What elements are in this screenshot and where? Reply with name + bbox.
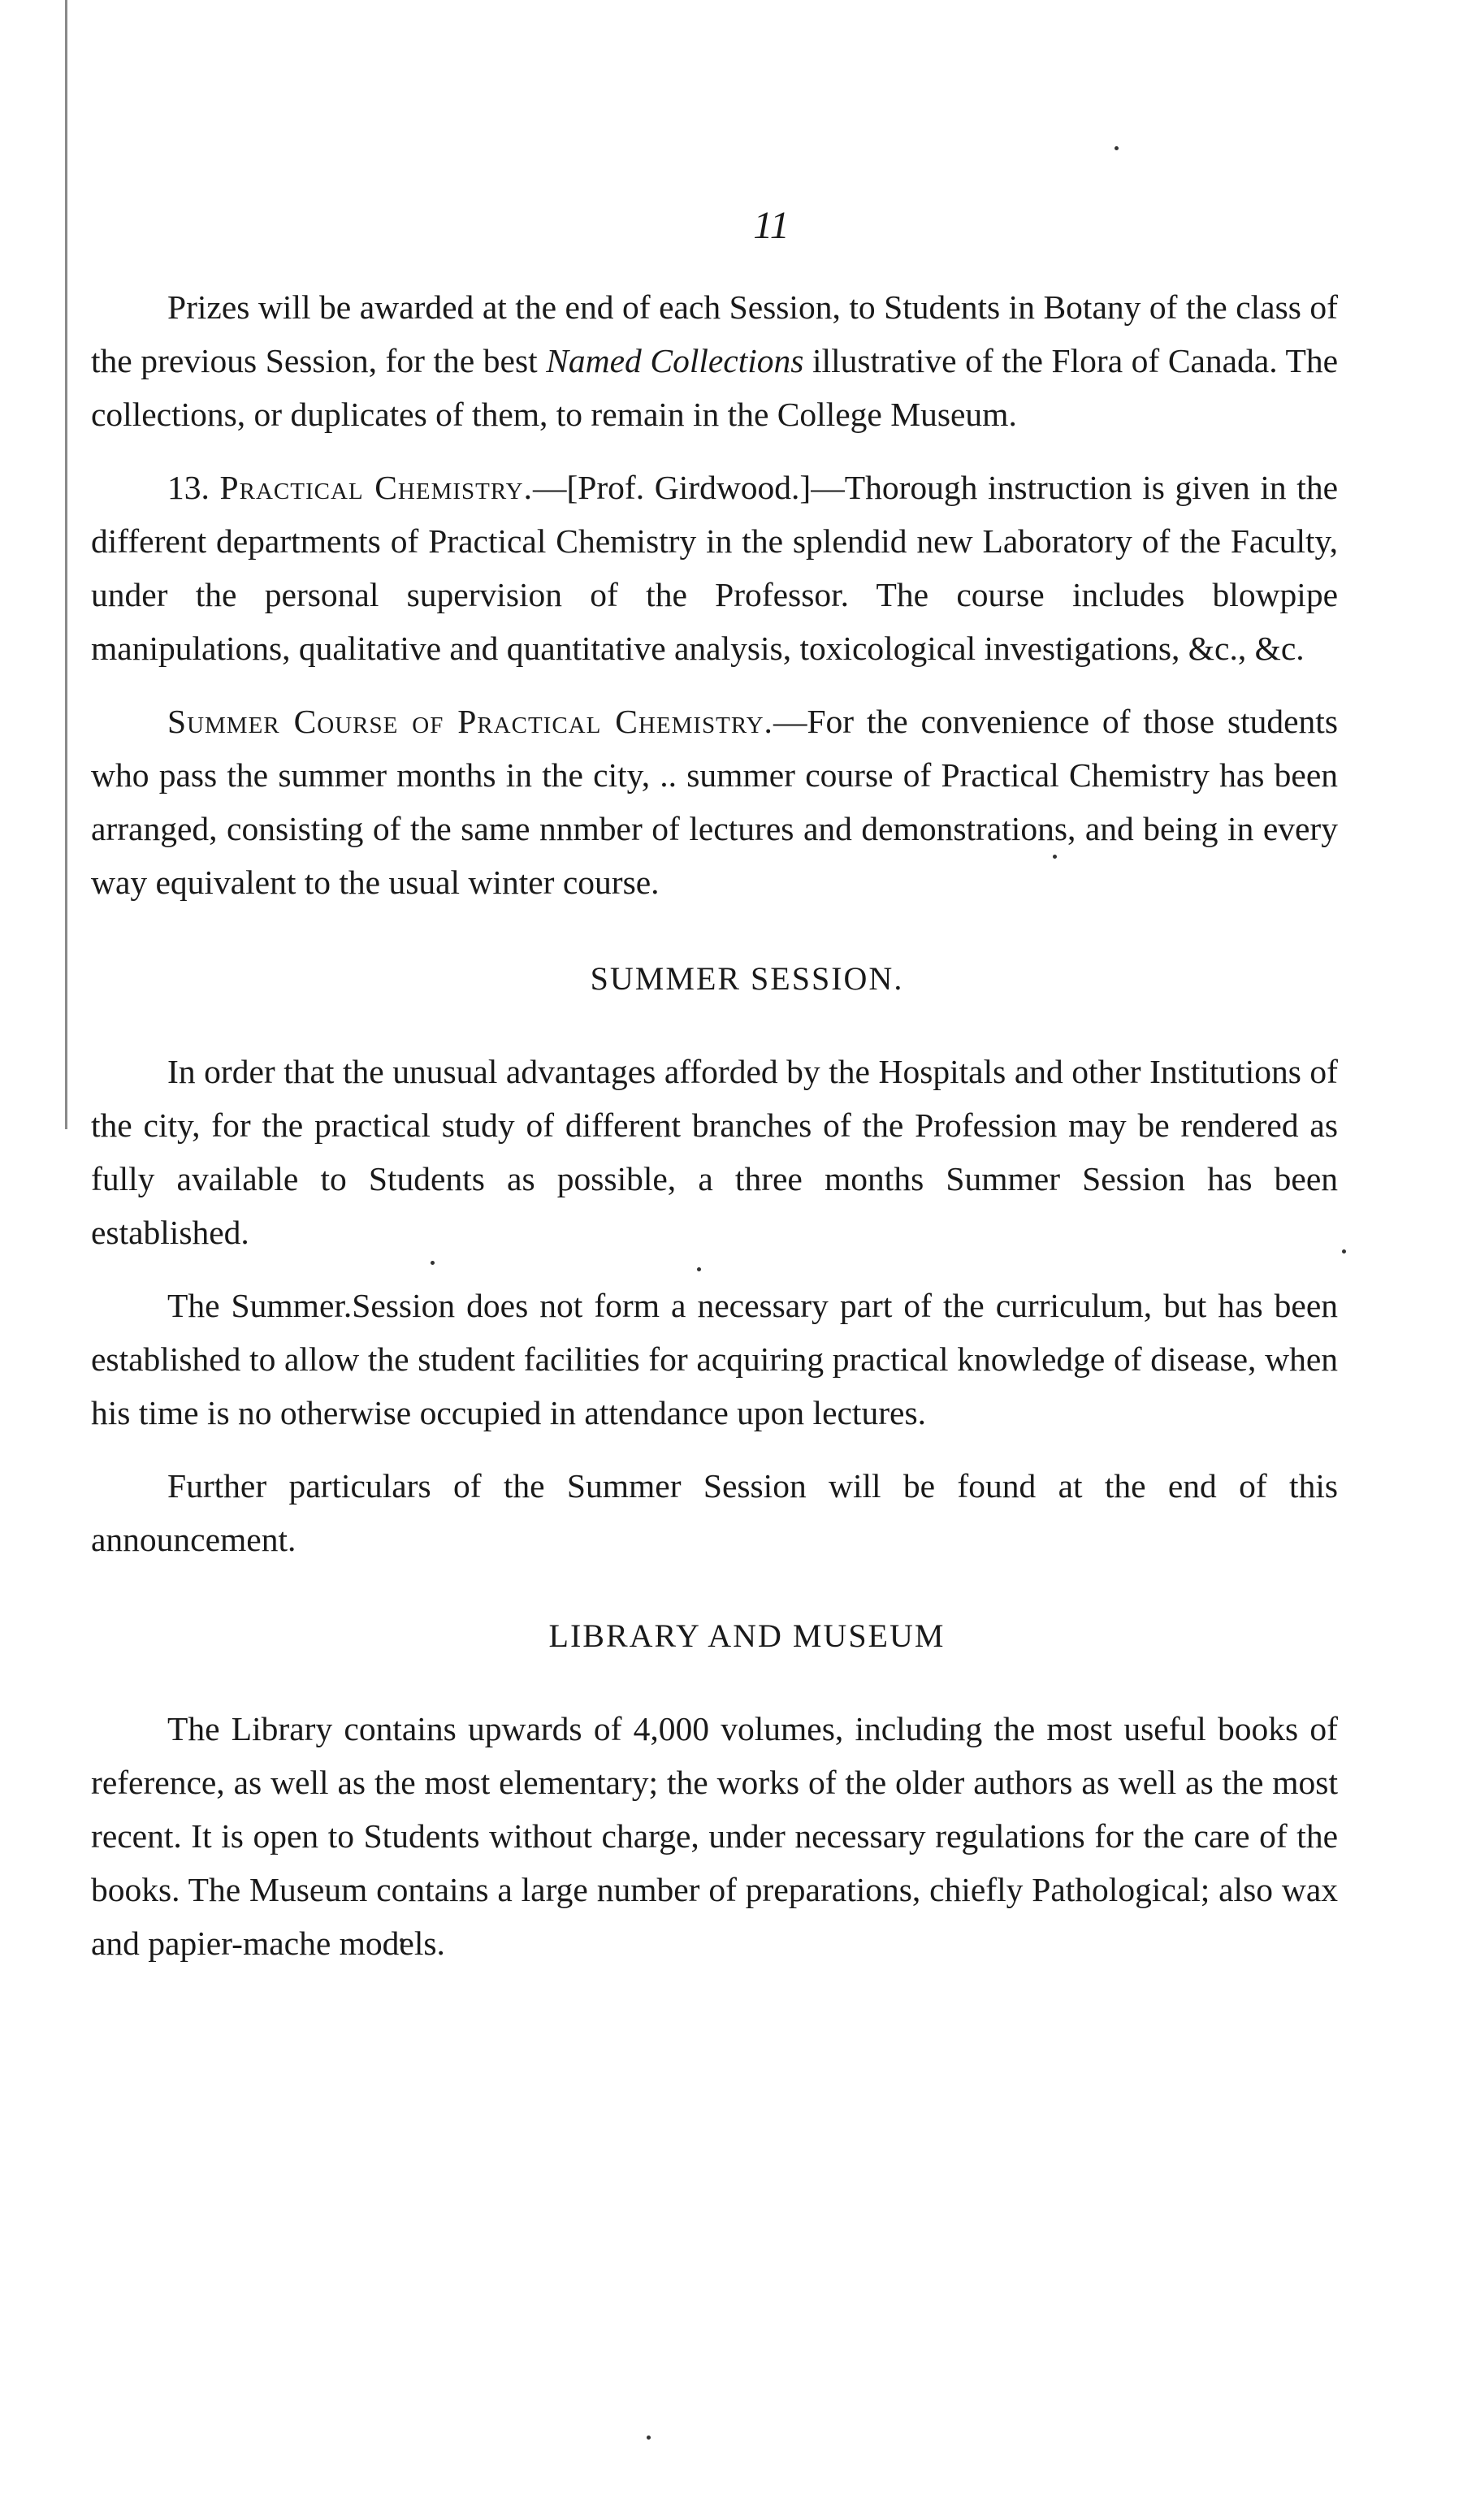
prizes-paragraph — [91, 280, 1338, 441]
practical-chemistry-paragraph — [91, 461, 1338, 675]
scan-margin-line — [65, 0, 67, 1129]
scan-speck — [647, 2436, 651, 2440]
scan-speck — [1115, 146, 1119, 150]
summer-session-paragraph: In order that the unusual advantages afforded by the Hospitals and other Institutions of the city, for the practical study of different branches of the Profession may be rendered as fully available to Students as possible, a three months Summer Session has been established. — [91, 1053, 1338, 1251]
library-paragraph: The Library contains upwards of 4,000 volumes, including the most useful books of reference, as well as the most elementary; the works of the older authors as well as the most recent. It is open to Students without charge, under necessary regulations for the care of the books. The Museum contains a large number of preparations, chiefly Pathological; also wax and papier-mache models. — [91, 1710, 1338, 1962]
summer-course-title: Summer Course of Practical Chemistry. — [167, 703, 773, 740]
summer-course-paragraph — [91, 695, 1338, 909]
summer-session-paragraph: The Summer.Session does not form a necessary part of the curriculum, but has been established to allow the student facilities for acquiring practical knowledge of disease, when his time is no otherwise occupied in attendance upon lectures. — [91, 1287, 1338, 1431]
prizes-text-before: Prizes will be awarded at the end of each Session, to Students in Botany of the class of the previous Session, for the best — [91, 288, 1338, 379]
summer-session-paragraph: Further particulars of the Summer Session will be found at the end of this announcement. — [91, 1467, 1338, 1558]
practical-chemistry-title: Practical Chemistry. — [219, 469, 533, 506]
page-number: 11 — [753, 204, 790, 247]
summer-session-heading: SUMMER SESSION. — [590, 960, 904, 997]
named-collections-emphasis: Named Collections — [546, 342, 804, 379]
scan-speck — [1342, 1249, 1346, 1254]
library-museum-heading: LIBRARY AND MUSEUM — [548, 1617, 946, 1654]
prizes-text-after: illustrative of the Flora of Canada. The collections, or duplicates of them, to remain in the College Museum. — [91, 342, 1338, 433]
page-content — [91, 203, 1338, 1990]
summer-course-body: —For the convenience of those students who pass the summer months in the city, .. summer course of Practical Chemistry has been arranged, consisting of the same nnmber of lectures and demonstrations, and being in every way equivalent to the usual winter course. — [91, 703, 1338, 901]
section-number: 13. — [167, 469, 210, 506]
practical-chemistry-body: —[Prof. Girdwood.]—Thorough instruction is given in the different departments of Practical Chemistry in the splendid new Laboratory of the Faculty, under the personal supervision of the Professor. The course includes blowpipe manipulations, qualitative and quantitative analysis, toxicological investigations, &c., &c. — [91, 469, 1339, 667]
